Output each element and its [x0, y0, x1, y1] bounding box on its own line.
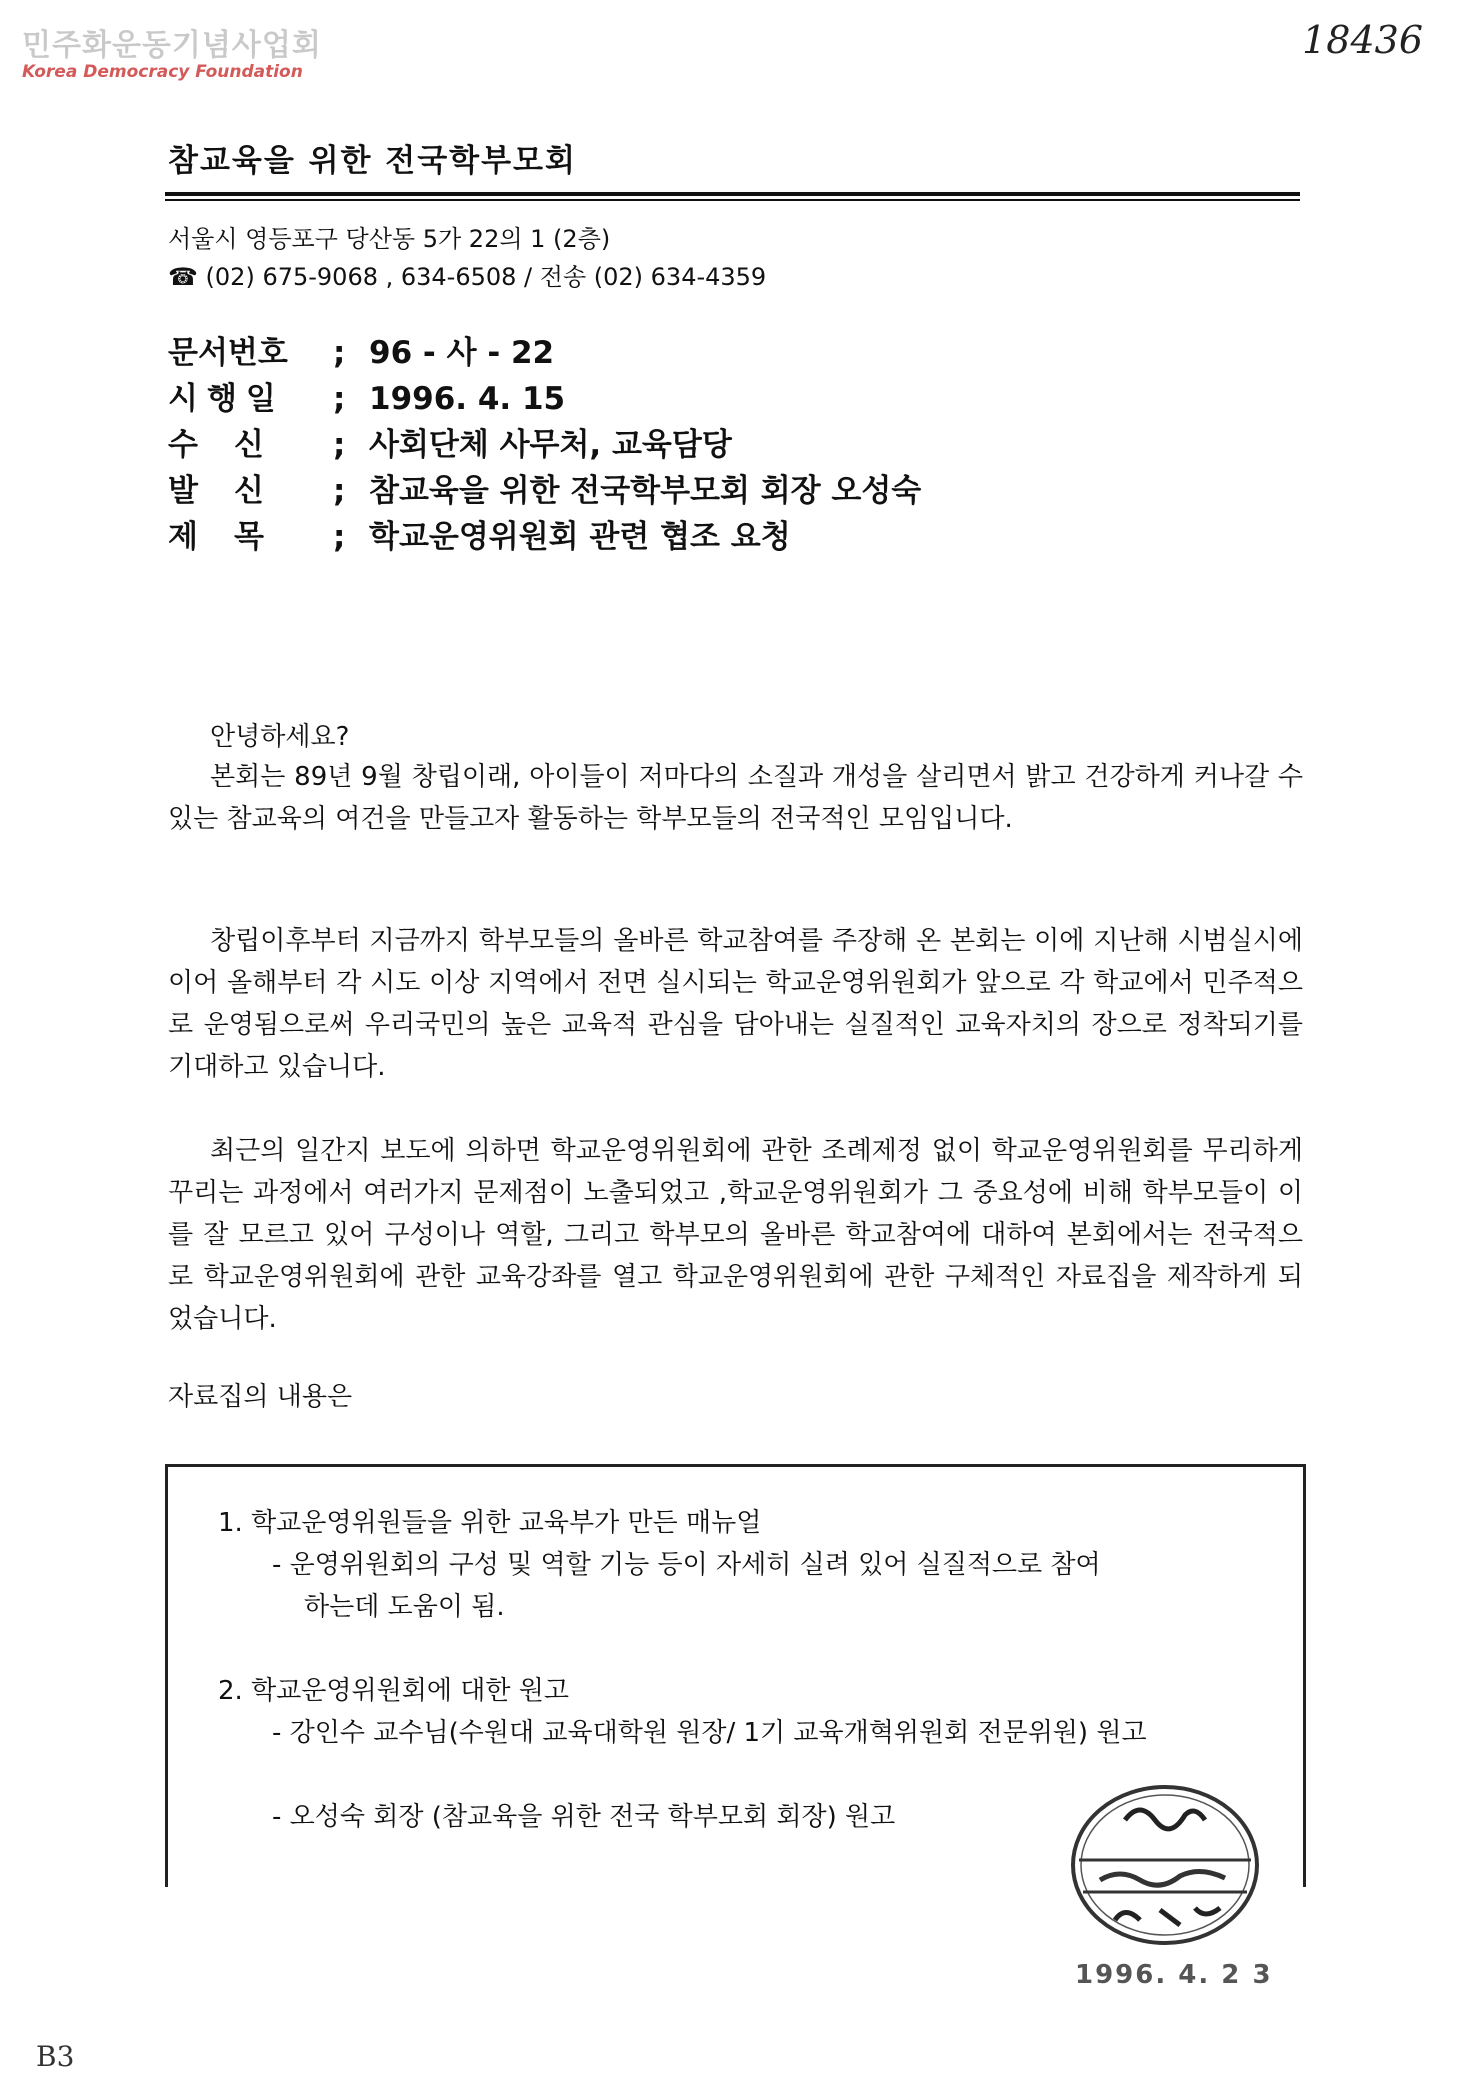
phone-icon: ☎ [168, 263, 198, 291]
page-mark: B3 [36, 2040, 75, 2073]
watermark-korean: 민주화운동기념사업회 [22, 28, 322, 63]
phone-line [168, 258, 766, 296]
address-line: 서울시 영등포구 당산동 5가 22의 1 (2층) [168, 225, 611, 253]
paragraph-3: 최근의 일간지 보도에 의하면 학교운영위원회에 관한 조례제정 없이 학교운영위원회를 무리하게 꾸리는 과정에서 여러가지 문제점이 노출되었고 ,학교운영위원회가 그 중요성에 비해 학부모들이 이를 잘 모르고 있어 구성이나 역할, 그리고 학부모의 올바른 학교참여에 대하여 본회에서는 전국적으로 학교운영위원회에 관한 교육강좌를 열고 학교운영위원회에 관한 구체적인 자료집을 제작하게 되었습니다. [168, 1136, 1303, 1334]
meta-label: 시행일 [168, 381, 285, 417]
meta-label: 문서번호 [168, 335, 288, 371]
header-rule-thick [165, 192, 1300, 196]
meta-row-date: 시행일 ; 1996. 4. 15 [168, 376, 921, 422]
list-item-detail: 하는데 도움이 됨. [304, 1592, 505, 1622]
meta-value: 사회단체 사무처, 교육담당 [369, 427, 732, 463]
paragraph-1: 본회는 89년 9월 창립이래, 아이들이 저마다의 소질과 개성을 살리면서 밝고 건강하게 커나갈 수 있는 참교육의 여건을 만들고자 활동하는 학부모들의 전국적인 모임입니다. [168, 762, 1303, 834]
meta-row-sender: 발신 ; 참교육을 위한 전국학부모회 회장 오성숙 [168, 468, 921, 514]
list-item-title: 1. 학교운영위원들을 위한 교육부가 만든 매뉴얼 [218, 1508, 762, 1538]
organization-name: 참교육을 위한 전국학부모회 [168, 143, 577, 179]
watermark-english: Korea Democracy Foundation [22, 62, 303, 82]
meta-value: 참교육을 위한 전국학부모회 회장 오성숙 [369, 473, 922, 509]
list-item-title: 2. 학교운영위원회에 대한 원고 [218, 1676, 569, 1706]
document-meta [168, 330, 921, 560]
phone-numbers: (02) 675-9068 , 634-6508 / 전송 (02) 634-4359 [205, 263, 767, 291]
meta-value: 1996. 4. 15 [369, 381, 566, 417]
header-rule-thin [165, 199, 1300, 201]
stamp-date: 1996. 4. 2 3 [1075, 1960, 1273, 1990]
contents-intro: 자료집의 내용은 [168, 1382, 353, 1412]
meta-label: 제목 [168, 519, 300, 555]
meta-label: 수신 [168, 427, 300, 463]
meta-row-subject: 제목 ; 학교운영위원회 관련 협조 요청 [168, 514, 921, 560]
letterhead-contact [168, 220, 766, 296]
greeting: 안녕하세요? [210, 722, 350, 752]
meta-value: 학교운영위원회 관련 협조 요청 [369, 519, 791, 555]
list-item-detail: - 운영위원회의 구성 및 역할 기능 등이 자세히 실려 있어 실질적으로 참여 [272, 1550, 1101, 1580]
meta-label: 발신 [168, 473, 300, 509]
handwritten-archive-number: 18436 [1302, 18, 1423, 62]
paragraph-2: 창립이후부터 지금까지 학부모들의 올바른 학교참여를 주장해 온 본회는 이에 지난해 시범실시에 이어 올해부터 각 시도 이상 지역에서 전면 실시되는 학교운영위원회가 앞으로 각 학교에서 민주적으로 운영됨으로써 우리국민의 높은 교육적 관심을 담아내는 실질적인 교육자치의 장으로 정착되기를 기대하고 있습니다. [168, 926, 1303, 1082]
reception-stamp [1065, 1780, 1265, 1950]
list-item-detail: - 강인수 교수님(수원대 교육대학원 원장/ 1기 교육개혁위원회 전문위원) 원고 [272, 1718, 1147, 1748]
meta-row-doc-number: 문서번호 ; 96 - 사 - 22 [168, 330, 921, 376]
list-item-detail: - 오성숙 회장 (참교육을 위한 전국 학부모회 회장) 원고 [272, 1802, 896, 1832]
meta-value: 96 - 사 - 22 [369, 335, 555, 371]
meta-row-recipient: 수신 ; 사회단체 사무처, 교육담당 [168, 422, 921, 468]
